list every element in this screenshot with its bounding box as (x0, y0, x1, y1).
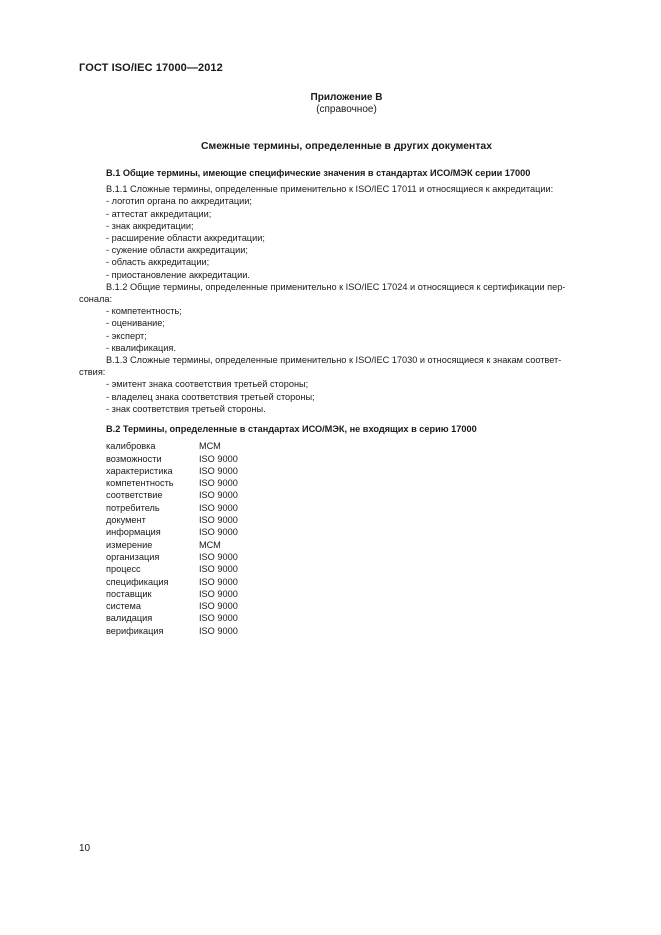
list-item: - приостановление аккредитации. (106, 269, 250, 280)
term-name: процесс (106, 564, 141, 575)
term-name: возможности (106, 453, 162, 464)
b12-intro-line2: сонала: (79, 294, 113, 305)
list-item: - эксперт; (106, 330, 147, 341)
b12-intro-line1: В.1.2 Общие термины, определенные применительно к ISO/IEC 17024 и относящиеся к сертификации пер- (106, 281, 566, 292)
term-row (106, 576, 603, 588)
list-item: - оценивание; (106, 318, 165, 329)
term-row (106, 563, 603, 575)
term-source: ISO 9000 (199, 527, 238, 538)
annex-subtitle: (справочное) (316, 104, 377, 115)
term-name: документ (106, 515, 146, 526)
term-source: МСМ (199, 441, 221, 452)
term-name: измерение (106, 539, 153, 550)
term-row (106, 612, 603, 624)
term-row (106, 551, 603, 563)
b12-list (79, 305, 603, 354)
term-source: ISO 9000 (199, 453, 238, 464)
term-name: характеристика (106, 465, 173, 476)
term-source: ISO 9000 (199, 564, 238, 575)
term-name: калибровка (106, 441, 156, 452)
list-item: - знак соответствия третьей стороны. (106, 403, 266, 414)
term-row (106, 526, 603, 538)
list-item: - знак аккредитации; (106, 220, 194, 231)
term-row (106, 440, 603, 452)
term-source: ISO 9000 (199, 601, 238, 612)
term-source: ISO 9000 (199, 502, 238, 513)
list-item: - эмитент знака соответствия третьей стороны; (106, 379, 309, 390)
list-item: - владелец знака соответствия третьей стороны; (106, 391, 315, 402)
list-item: - компетентность; (106, 306, 182, 317)
terms-table (79, 440, 603, 637)
term-name: компетентность (106, 478, 174, 489)
b13-intro-line1: В.1.3 Сложные термины, определенные применительно к ISO/IEC 17030 и относящиеся к знакам соответ- (106, 355, 562, 366)
term-row (106, 600, 603, 612)
term-name: информация (106, 527, 161, 538)
term-source: ISO 9000 (199, 515, 238, 526)
b11-intro: В.1.1 Сложные термины, определенные применительно к ISO/IEC 17011 и относящиеся к аккредитации: (106, 184, 554, 195)
list-item: - сужение области аккредитации; (106, 245, 248, 256)
term-name: поставщик (106, 588, 152, 599)
term-row (106, 588, 603, 600)
term-source: ISO 9000 (199, 613, 238, 624)
b13-intro-line2: ствия: (79, 367, 106, 378)
term-name: система (106, 601, 141, 612)
document-body (79, 167, 603, 637)
term-row (106, 514, 603, 526)
list-item: - область аккредитации; (106, 257, 210, 268)
document-header: ГОСТ ISO/IEC 17000—2012 (79, 62, 223, 74)
term-row (106, 539, 603, 551)
b13-list (79, 378, 603, 415)
term-name: верификация (106, 625, 164, 636)
term-row (106, 477, 603, 489)
page-number: 10 (79, 843, 91, 854)
term-source: ISO 9000 (199, 478, 238, 489)
term-row (106, 489, 603, 501)
term-row (106, 453, 603, 465)
term-row (106, 625, 603, 637)
list-item: - логотип органа по аккредитации; (106, 196, 252, 207)
list-item: - расширение области аккредитации; (106, 233, 265, 244)
term-name: соответствие (106, 490, 163, 501)
term-row (106, 502, 603, 514)
list-item: - аттестат аккредитации; (106, 208, 212, 219)
term-source: ISO 9000 (199, 551, 238, 562)
annex-heading (0, 92, 661, 116)
term-source: ISO 9000 (199, 588, 238, 599)
b2-heading: В.2 Термины, определенные в стандартах ИСО/МЭК, не входящих в серию 17000 (106, 424, 477, 435)
b1-heading: В.1 Общие термины, имеющие специфические значения в стандартах ИСО/МЭК серии 17000 (106, 168, 531, 178)
term-name: организация (106, 551, 160, 562)
list-item: - квалификация. (106, 342, 176, 353)
term-name: потребитель (106, 502, 160, 513)
term-source: МСМ (199, 539, 221, 550)
term-source: ISO 9000 (199, 576, 238, 587)
b11-list (79, 195, 603, 280)
annex-title: Приложение В (310, 92, 383, 103)
term-name: спецификация (106, 576, 169, 587)
term-name: валидация (106, 613, 153, 624)
term-source: ISO 9000 (199, 465, 238, 476)
term-source: ISO 9000 (199, 490, 238, 501)
term-row (106, 465, 603, 477)
section-title: Смежные термины, определенные в других документах (201, 141, 492, 152)
term-source: ISO 9000 (199, 625, 238, 636)
